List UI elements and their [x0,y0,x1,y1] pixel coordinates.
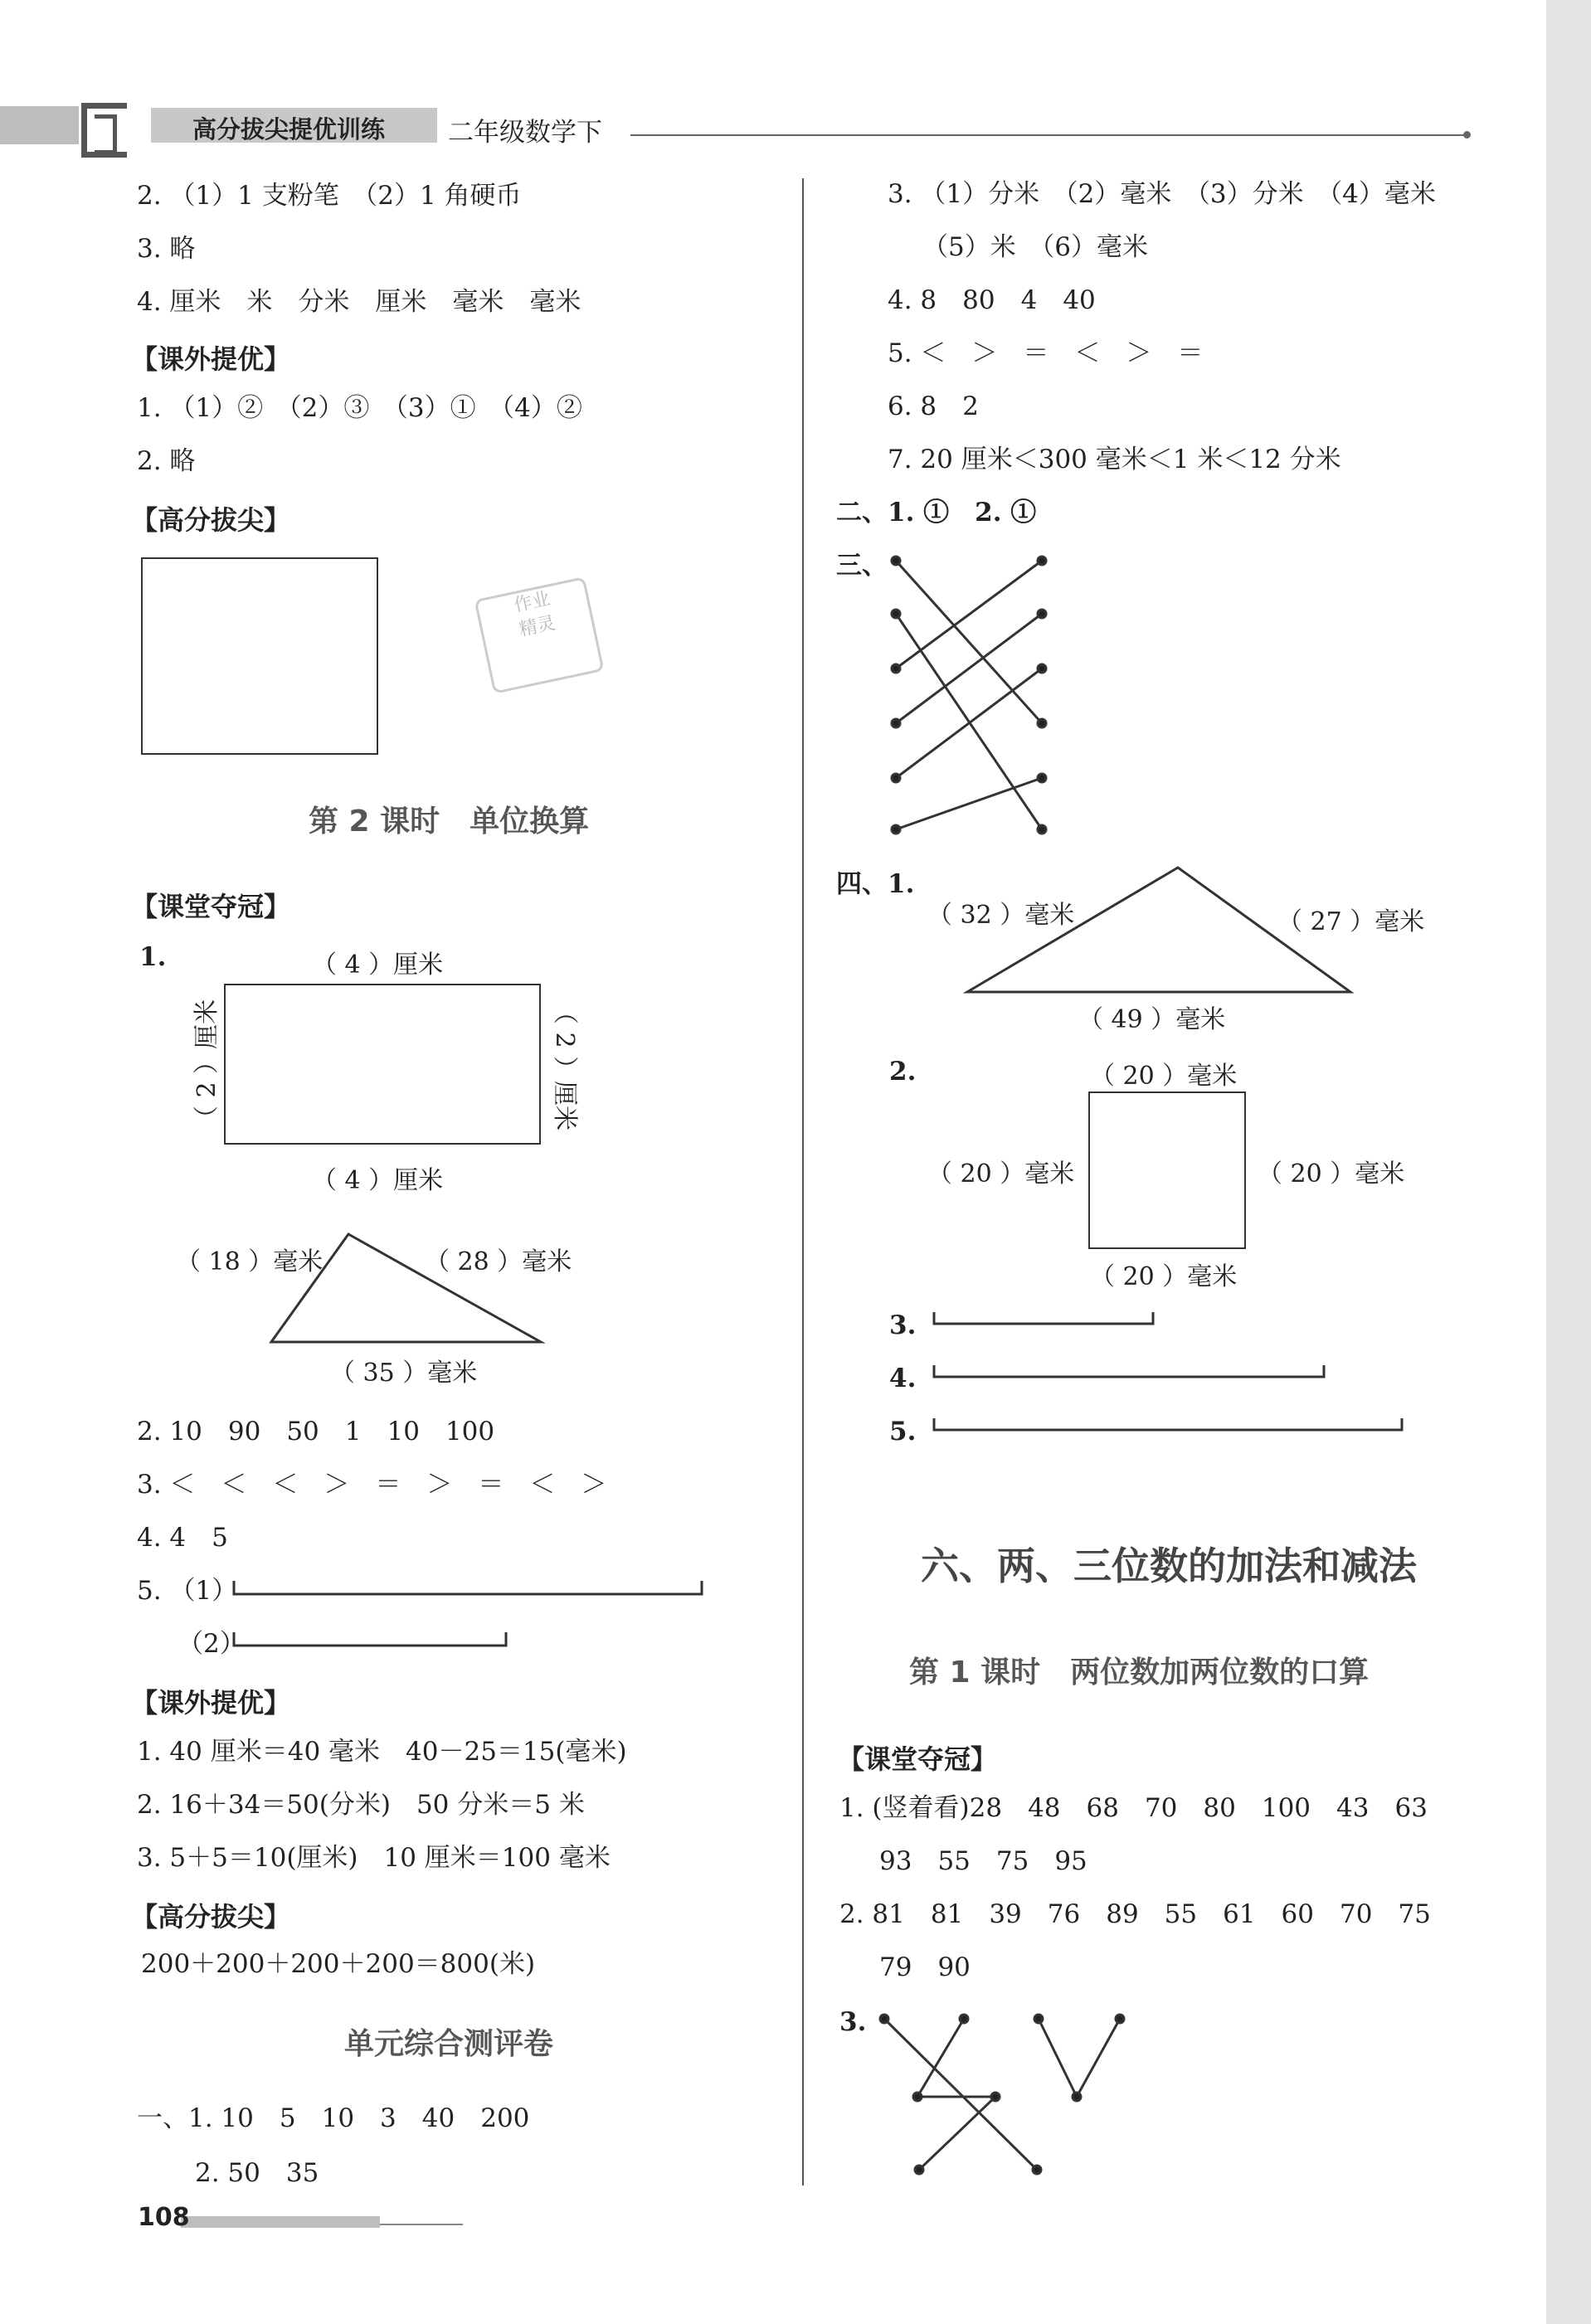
right-tri-left-label: （ 32 ）毫米 [927,901,1075,930]
right-r10: 1. (竖着看)28 48 68 70 80 100 43 63 [839,1793,1428,1823]
left-l9b: （2） [178,1629,246,1659]
section-extra-1: 【课外提优】 [131,343,291,375]
matching-diagram [892,557,1046,834]
lesson2-title: 第 2 课时 单位换算 [309,805,590,839]
right-r11: 93 55 75 95 [879,1846,1087,1876]
right-triangle [967,868,1350,992]
right-r6: 7. 20 厘米＜300 毫米＜1 米＜12 分米 [888,445,1341,474]
left-l14: 一、1. 10 5 10 3 40 200 [137,2103,530,2133]
square-right-label: （ 20 ）毫米 [1258,1160,1405,1189]
square-left-label: （ 20 ）毫米 [927,1160,1075,1189]
page-edge-shadow [1546,0,1591,2324]
page-number: 108 [138,2203,190,2232]
left-l4: 1. （1）② （2）③ （3）① （4）② [137,393,582,423]
left-l2: 3. 略 [137,234,196,264]
left-l1: 2. （1）1 支粉笔 （2）1 角硬币 [137,181,522,211]
section-top-2: 【高分拔尖】 [131,1901,291,1933]
square-bottom-label: （ 20 ）毫米 [1090,1262,1238,1291]
left-l3: 4. 厘米 米 分米 厘米 毫米 毫米 [137,287,581,317]
right-r3: 4. 8 80 4 40 [888,285,1096,315]
right-r8: 三、 [836,551,888,581]
q1-number: 1. [139,942,167,972]
left-tri-left-label: （ 18 ）毫米 [176,1247,324,1276]
left-tri-bottom-label: （ 35 ）毫米 [330,1359,478,1388]
section-top-1: 【高分拔尖】 [131,504,291,536]
rect-bottom-label: （ 4 ）厘米 [312,1166,444,1195]
rect-top-label: （ 4 ）厘米 [312,951,444,980]
right-q4: 4. [889,1364,917,1393]
right-tri-right-label: （ 27 ）毫米 [1277,907,1425,936]
right-r13: 79 90 [879,1952,971,1982]
left-l11: 2. 16＋34＝50(分米) 50 分米＝5 米 [137,1790,585,1820]
rect-right-label: （ 2 ）厘米 [550,999,579,1131]
left-triangle [271,1234,541,1342]
section-class-1: 【课堂夺冠】 [131,891,291,922]
right-r5: 6. 8 2 [888,391,979,421]
segment-4 [934,1365,1324,1377]
segment-5 [934,1418,1402,1430]
square-top-label: （ 20 ）毫米 [1090,1062,1238,1091]
right-r2: （5）米 （6）毫米 [922,232,1148,262]
right-r9: 四、1. [836,869,915,899]
section-extra-2: 【课外提优】 [131,1687,291,1719]
left-l12: 3. 5＋5＝10(厘米) 10 厘米＝100 毫米 [137,1843,611,1873]
right-q5: 5. [889,1417,917,1446]
chapter-title: 六、两、三位数的加法和减法 [921,1544,1417,1588]
left-tri-right-label: （ 28 ）毫米 [425,1247,572,1276]
left-l13: 200＋200＋200＋200＝800(米) [141,1949,536,1979]
left-l8: 4. 4 5 [137,1523,228,1553]
segment-5-1 [234,1581,702,1594]
left-l5: 2. 略 [137,446,196,476]
right-r4: 5. ＜ ＞ ＝ ＜ ＞ ＝ [888,338,1204,368]
segment-5-2 [234,1632,506,1646]
right-r1: 3. （1）分米 （2）毫米 （3）分米 （4）毫米 [888,179,1436,209]
matching-diagram-2 [880,2015,1124,2174]
right-q3: 3. [889,1310,917,1340]
watermark-stamp: 作业 精灵 [474,576,604,694]
left-l7: 3. ＜ ＜ ＜ ＞ ＝ ＞ ＝ ＜ ＞ [137,1470,607,1500]
left-l6: 2. 10 90 50 1 10 100 [137,1417,495,1446]
lesson1-title: 第 1 课时 两位数加两位数的口算 [909,1655,1370,1690]
left-l10: 1. 40 厘米＝40 毫米 40－25＝15(毫米) [137,1737,627,1767]
right-r14: 3. [839,2007,867,2037]
right-r12: 2. 81 81 39 76 89 55 61 60 70 75 [839,1899,1431,1929]
unit-test-title: 单元综合测评卷 [344,2027,554,2061]
right-tri-bottom-label: （ 49 ）毫米 [1078,1005,1226,1034]
segment-3 [934,1312,1153,1324]
header-series-title: 高分拔尖提优训练 [192,115,386,143]
section-class-2: 【课堂夺冠】 [838,1743,998,1775]
left-l15: 2. 50 35 [195,2158,319,2188]
left-l9a: 5. （1） [137,1576,238,1606]
right-r7: 二、1. ① 2. ① [836,498,1037,528]
header-grade-title: 二年级数学下 [448,118,602,148]
rect-left-label: （ 2 ）厘米 [192,999,221,1131]
right-q2: 2. [889,1057,917,1087]
